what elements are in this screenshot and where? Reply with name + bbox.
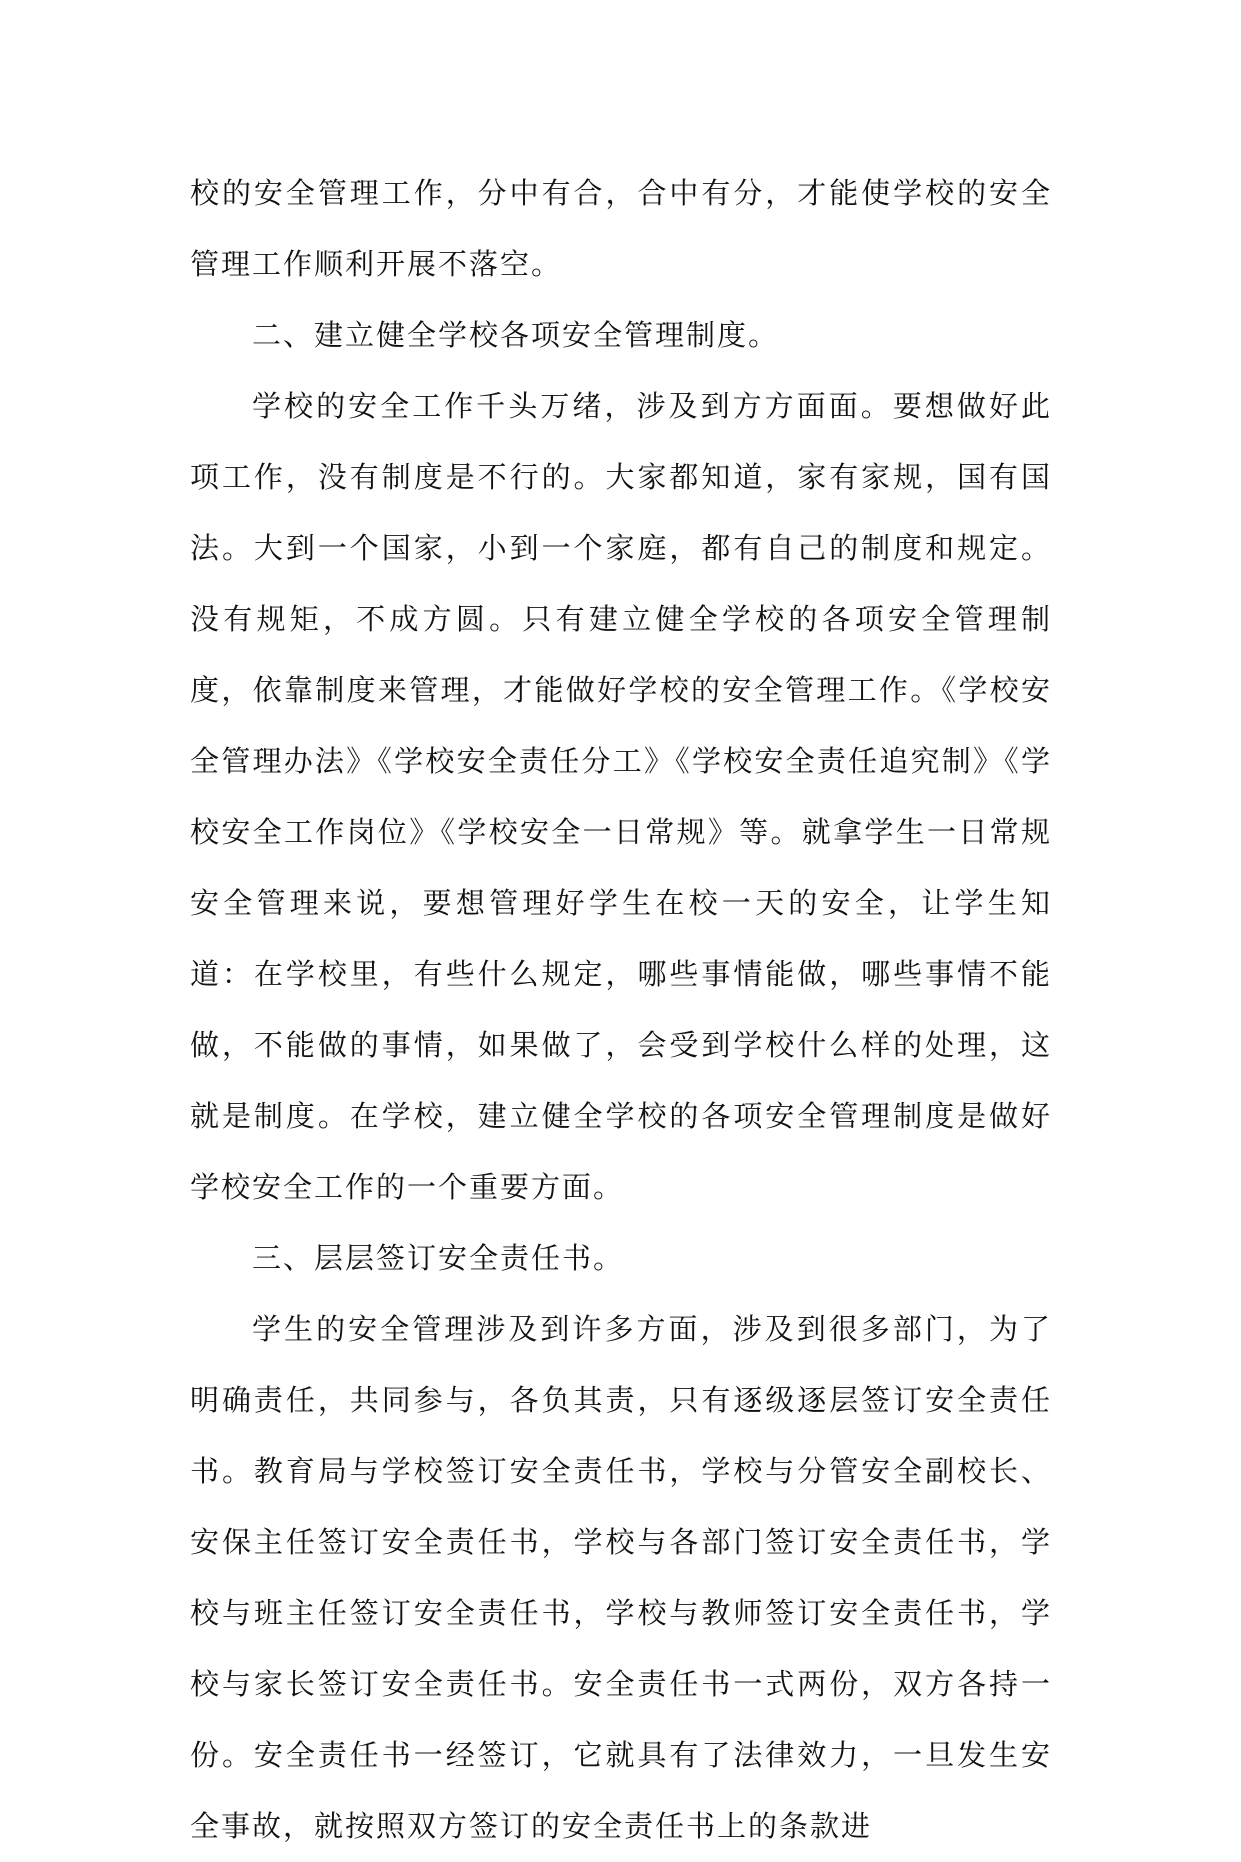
paragraph-continuation: 校的安全管理工作，分中有合，合中有分，才能使学校的安全管理工作顺利开展不落空。 (190, 176, 1052, 281)
paragraph-responsibility: 学生的安全管理涉及到许多方面，涉及到很多部门，为了明确责任，共同参与，各负其责，只有逐级逐层签订安全责任书。教育局与学校签订安全责任书，学校与分管安全副校长、安保主任签订安全责任书，学校与各部门签订安全责任书，学校与班主任签订安全责任书，学校与教师签订安全责任书，学校与家长签订安全责任书。安全责任书一式两份，双方各持一份。安全责任书一经签订，它就具有了法律效力，一旦发生安全事故，就按照双方签订的安全责任书上的条款进 (190, 1312, 1052, 1843)
document-body (190, 158, 1052, 1862)
section-heading-3: 三、层层签订安全责任书。 (252, 1241, 625, 1275)
section-heading-2: 二、建立健全学校各项安全管理制度。 (252, 318, 780, 352)
paragraph-safety-rules: 学校的安全工作千头万绪，涉及到方方面面。要想做好此项工作，没有制度是不行的。大家都知道，家有家规，国有国法。大到一个国家，小到一个家庭，都有自己的制度和规定。没有规矩，不成方圆。只有建立健全学校的各项安全管理制度，依靠制度来管理，才能做好学校的安全管理工作。《学校安全管理办法》《学校安全责任分工》《学校安全责任追究制》《学校安全工作岗位》《学校安全一日常规》等。就拿学生一日常规安全管理来说，要想管理好学生在校一天的安全，让学生知道：在学校里，有些什么规定，哪些事情能做，哪些事情不能做，不能做的事情，如果做了，会受到学校什么样的处理，这就是制度。在学校，建立健全学校的各项安全管理制度是做好学校安全工作的一个重要方面。 (190, 389, 1052, 1204)
